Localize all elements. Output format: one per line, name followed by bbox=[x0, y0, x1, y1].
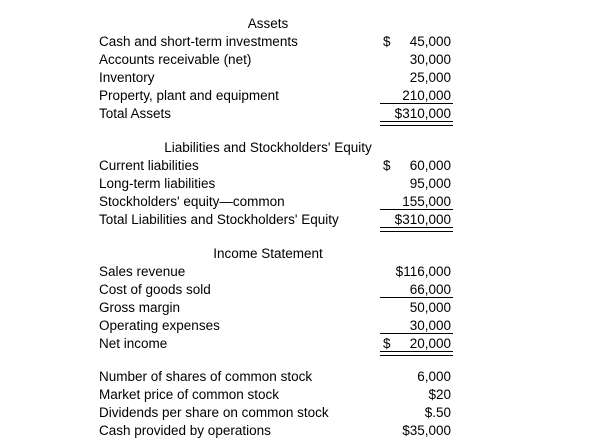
line-item-amount bbox=[383, 281, 451, 299]
line-item-row bbox=[99, 175, 451, 193]
line-item-row bbox=[99, 386, 451, 404]
line-item-label: Operating expenses bbox=[99, 318, 220, 333]
line-item-amount bbox=[383, 33, 451, 51]
section-title: Liabilities and Stockholders' Equity bbox=[164, 140, 372, 155]
currency-symbol: $ bbox=[383, 336, 391, 351]
currency-symbol: $ bbox=[394, 106, 403, 121]
currency-symbol: $ bbox=[383, 158, 391, 173]
line-item-label: Sales revenue bbox=[99, 264, 186, 279]
line-item-label: Long-term liabilities bbox=[99, 176, 216, 191]
amount-value: 310,000 bbox=[402, 106, 451, 121]
currency-symbol: $ bbox=[402, 423, 410, 438]
line-item-label: Cash and short-term investments bbox=[99, 34, 298, 49]
line-item-label: Number of shares of common stock bbox=[99, 369, 313, 384]
line-item-label: Dividends per share on common stock bbox=[99, 405, 329, 420]
line-item-label: Gross margin bbox=[99, 300, 181, 315]
line-item-amount bbox=[383, 51, 451, 69]
line-item-row bbox=[99, 193, 451, 211]
line-item-row bbox=[99, 105, 451, 123]
line-item-label: Cash provided by operations bbox=[99, 423, 271, 438]
line-item-row bbox=[99, 157, 451, 175]
line-item-amount bbox=[383, 105, 451, 123]
line-item-label: Market price of common stock bbox=[99, 387, 280, 402]
line-item-row bbox=[99, 263, 451, 281]
line-item-row bbox=[99, 422, 451, 440]
line-item-amount bbox=[383, 87, 451, 105]
line-item-label: Inventory bbox=[99, 70, 155, 85]
line-item-row bbox=[99, 211, 451, 229]
amount-value: 6,000 bbox=[417, 369, 451, 384]
line-item-label: Total Liabilities and Stockholders' Equity bbox=[99, 212, 339, 227]
currency-symbol: $ bbox=[394, 212, 403, 227]
line-item-amount bbox=[383, 335, 451, 353]
line-item-row bbox=[99, 281, 451, 299]
currency-symbol: $ bbox=[395, 264, 404, 279]
section-assets bbox=[99, 14, 451, 123]
line-item-label: Total Assets bbox=[99, 106, 172, 121]
line-item-row bbox=[99, 368, 451, 386]
amount-value: 60,000 bbox=[409, 158, 451, 173]
line-item-amount bbox=[383, 175, 451, 193]
amount-value: 66,000 bbox=[409, 282, 451, 297]
line-item-label: Accounts receivable (net) bbox=[99, 52, 252, 67]
line-item-label: Stockholders' equity—common bbox=[99, 194, 285, 209]
currency-symbol: $ bbox=[424, 405, 433, 420]
line-item-label: Net income bbox=[99, 336, 168, 351]
line-item-amount bbox=[383, 368, 451, 386]
section-title: Assets bbox=[247, 16, 289, 31]
line-item-label: Current liabilities bbox=[99, 158, 199, 173]
line-item-label: Property, plant and equipment bbox=[99, 88, 279, 103]
amount-value: 20 bbox=[435, 387, 451, 402]
section-income-statement bbox=[99, 244, 451, 353]
amount-value: 310,000 bbox=[402, 212, 451, 227]
line-item-amount bbox=[383, 193, 451, 211]
amount-value: 155,000 bbox=[402, 194, 451, 209]
line-item-row bbox=[99, 404, 451, 422]
amount-value: 35,000 bbox=[409, 423, 451, 438]
amount-value: 30,000 bbox=[409, 52, 451, 67]
currency-symbol: $ bbox=[383, 34, 391, 49]
currency-symbol: $ bbox=[428, 387, 436, 402]
amount-value: 95,000 bbox=[409, 176, 451, 191]
amount-value: 30,000 bbox=[409, 318, 451, 333]
section-liabilities-equity bbox=[99, 138, 451, 229]
line-item-row bbox=[99, 87, 451, 105]
line-item-amount bbox=[383, 69, 451, 87]
line-item-row bbox=[99, 299, 451, 317]
line-item-amount bbox=[383, 386, 451, 404]
amount-value: 25,000 bbox=[409, 70, 451, 85]
line-item-amount bbox=[383, 404, 451, 422]
line-item-amount bbox=[383, 263, 451, 281]
line-item-row bbox=[99, 69, 451, 87]
line-item-amount bbox=[383, 299, 451, 317]
line-item-row bbox=[99, 33, 451, 51]
line-item-label: Cost of goods sold bbox=[99, 282, 211, 297]
amount-value: 45,000 bbox=[409, 34, 451, 49]
line-item-amount bbox=[383, 211, 451, 229]
line-item-row bbox=[99, 317, 451, 335]
line-item-amount bbox=[383, 317, 451, 335]
line-item-row bbox=[99, 51, 451, 69]
amount-value: .50 bbox=[432, 405, 451, 420]
amount-value: 20,000 bbox=[409, 336, 451, 351]
amount-value: 116,000 bbox=[403, 264, 451, 279]
section-title: Income Statement bbox=[213, 246, 323, 261]
line-item-amount bbox=[383, 157, 451, 175]
section-share-data bbox=[99, 368, 451, 440]
line-item-amount bbox=[383, 422, 451, 440]
amount-value: 50,000 bbox=[409, 300, 451, 315]
amount-value: 210,000 bbox=[402, 88, 451, 103]
line-item-row bbox=[99, 335, 451, 353]
